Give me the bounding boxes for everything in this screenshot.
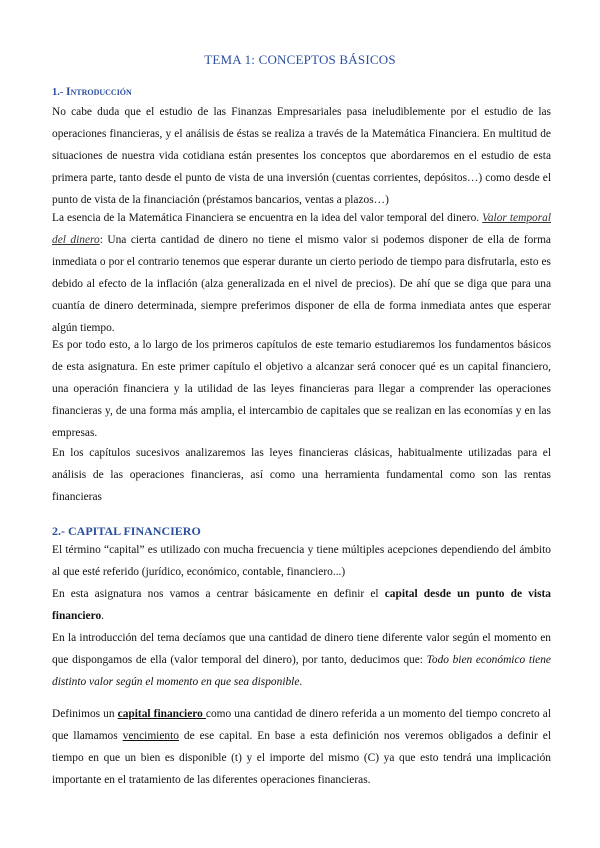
term-valor-temporal-link[interactable]: Valor temporal del dinero <box>52 212 551 246</box>
section-heading-capital-financiero: 2.- CAPITAL FINANCIERO <box>52 524 201 538</box>
paragraph-introduccion-tema <box>52 627 551 693</box>
paragraph-definicion <box>52 703 551 791</box>
section-number: 1.- <box>52 87 66 98</box>
section-heading-introduccion <box>52 86 132 98</box>
paragraph-asignatura <box>52 583 551 627</box>
p7-italic: Todo bien económico tiene distinto valor según el momento en que sea disponible <box>52 654 551 688</box>
p2-text-b: : Una cierta cantidad de dinero no tiene el mismo valor si podemos disponer de ella de forma inmediata o por el contrario tenemos que esperar durante un cierto periodo de tiempo para disfrutarla, esto es debido al efecto de la inflación (alza generalizada en el nivel de precios). De ahí que se diga que para una cuantía de dinero determinada, siempre preferimos disponer de ella de forma inmediata antes que esperar algún tiempo. <box>52 234 551 334</box>
p8-text-a: Definimos un <box>52 708 118 720</box>
paragraph-objetivos: Es por todo esto, a lo largo de los primeros capítulos de este temario estudiaremos los fundamentos básicos de esta asignatura. En este primer capítulo el objetivo a alcanzar será conocer qué es un capital financiero, una operación financiera y la utilidad de las leyes financieras para llegar a comprender las operaciones financieras y, de una forma más amplia, el intercambio de capitales que se realizan en las economías y en las empresas. <box>52 339 551 439</box>
section-title: Introducción <box>66 86 132 98</box>
paragraph-capitulos: En los capítulos sucesivos analizaremos las leyes financieras clásicas, habitualmente utilizadas para el análisis de las operaciones financieras, así como una herramienta fundamental como son las rentas financieras <box>52 447 551 503</box>
p8-underlined: vencimiento <box>122 730 179 742</box>
p7-text-a: En la introducción del tema decíamos que una cantidad de dinero tiene diferente valor según el momento en que dispongamos de ella (valor temporal del dinero), por tanto, deducimos que: <box>52 632 551 666</box>
p7-text-b: . <box>299 676 303 688</box>
paragraph-intro-1: No cabe duda que el estudio de las Finanzas Empresariales pasa ineludiblemente por el estudio de las operaciones financieras, y el análisis de éstas se realiza a través de la Matemática Financiera. En multitud de situaciones de nuestra vida cotidiana están presentes los conceptos que abordaremos en el estudio de esta primera parte, tanto desde el punto de vista de una inversión (cuentas corrientes, depósitos…) como desde el punto de vista de la financiación (préstamos bancarios, ventas a plazos…) <box>52 106 551 206</box>
p8-bold-underlined: capital financiero <box>117 708 206 720</box>
p6-text-b: . <box>101 610 105 622</box>
p8-text-c: de ese capital. En base a esta definición nos veremos obligados a definir el tiempo en que un bien es disponible (t) y el importe del mismo (C) ya que esto tendrá una implicación importante en el tratamiento de las diferentes operaciones financieras. <box>52 730 551 786</box>
p6-text-a: En esta asignatura nos vamos a centrar básicamente en definir el <box>52 588 385 600</box>
p2-text-a: La esencia de la Matemática Financiera se encuentra en la idea del valor temporal del dinero. <box>52 212 483 224</box>
p8-text-b: como una cantidad de dinero referida a un momento del tiempo concreto al que llamamos <box>52 708 551 742</box>
page-title: TEMA 1: CONCEPTOS BÁSICOS <box>204 52 396 67</box>
p6-bold: capital desde un punto de vista financiero <box>52 588 551 622</box>
paragraph-valor-temporal <box>52 207 551 339</box>
paragraph-capital-termino: El término “capital” es utilizado con mucha frecuencia y tiene múltiples acepciones dependiendo del ámbito al que esté referido (jurídico, económico, contable, financiero...) <box>52 544 551 578</box>
